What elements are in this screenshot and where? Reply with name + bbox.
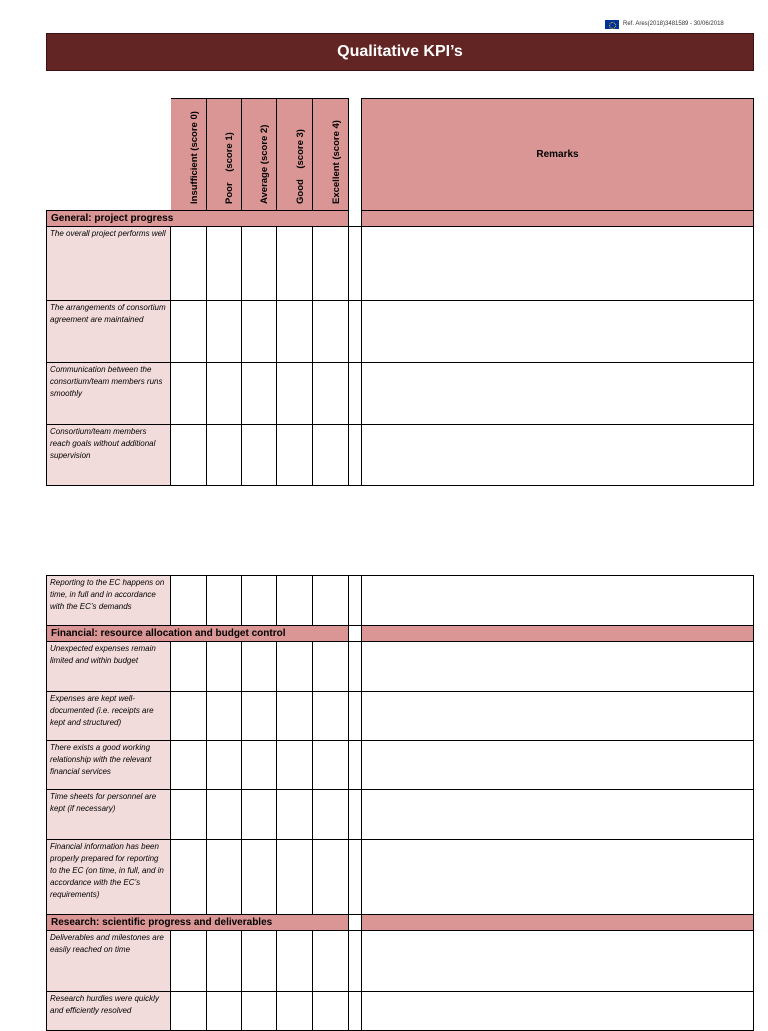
general-row-2-score-4-cell[interactable]	[312, 300, 349, 363]
general-row-4-score-1-cell[interactable]	[206, 424, 242, 486]
financial-row-3-spacer	[348, 740, 362, 790]
general-row-2-criterion: The arrangements of consortium agreement are maintained	[46, 300, 171, 363]
financial-row-2-criterion: Expenses are kept well-documented (i.e. receipts are kept and structured)	[46, 691, 171, 741]
general-row-4-score-2-cell[interactable]	[241, 424, 277, 486]
page-title: Qualitative KPI’s	[337, 43, 463, 60]
financial-row-4-score-1-cell[interactable]	[206, 789, 242, 840]
financial-row-4-criterion: Time sheets for personnel are kept (if necessary)	[46, 789, 171, 840]
financial-row-5-score-1-cell[interactable]	[206, 839, 242, 915]
general-row-4-score-3-cell[interactable]	[276, 424, 313, 486]
general-row-2-score-3-cell[interactable]	[276, 300, 313, 363]
general-row-2-remarks-cell[interactable]	[361, 300, 754, 363]
section-research-title: Research: scientific progress and deliverables	[46, 914, 349, 931]
financial-row-5-score-3-cell[interactable]	[276, 839, 313, 915]
general-row-1-score-1-cell[interactable]	[206, 226, 242, 301]
general-row-3-score-2-cell[interactable]	[241, 362, 277, 425]
financial-row-3-score-1-cell[interactable]	[206, 740, 242, 790]
general-row-1-score-0-cell[interactable]	[170, 226, 207, 301]
research-row-2-score-2-cell[interactable]	[241, 991, 277, 1031]
general-row-3-score-0-cell[interactable]	[170, 362, 207, 425]
reference-stamp	[605, 19, 724, 29]
general-row-2-score-2-cell[interactable]	[241, 300, 277, 363]
research-row-1-score-3-cell[interactable]	[276, 930, 313, 992]
section-general-title: General: project progress	[46, 210, 349, 227]
general-row-3-remarks-cell[interactable]	[361, 362, 754, 425]
general-row-2-score-1-cell[interactable]	[206, 300, 242, 363]
header-score-0: Insufficient (score 0)	[170, 98, 207, 211]
general-row-5-score-0-cell[interactable]	[170, 575, 207, 626]
header-score-4: Excellent (score 4)	[312, 98, 349, 211]
financial-row-3-score-0-cell[interactable]	[170, 740, 207, 790]
general-row-5-score-4-cell[interactable]	[312, 575, 349, 626]
general-row-4-criterion: Consortium/team members reach goals without additional supervision	[46, 424, 171, 486]
financial-row-3-score-3-cell[interactable]	[276, 740, 313, 790]
research-row-2-spacer	[348, 991, 362, 1031]
research-row-1-score-4-cell[interactable]	[312, 930, 349, 992]
financial-row-2-score-2-cell[interactable]	[241, 691, 277, 741]
financial-row-5-remarks-cell[interactable]	[361, 839, 754, 915]
header-score-3: Good (score 3)	[276, 98, 313, 211]
general-row-3-criterion: Communication between the consortium/team members runs smoothly	[46, 362, 171, 425]
research-row-2-score-1-cell[interactable]	[206, 991, 242, 1031]
research-row-1-remarks-cell[interactable]	[361, 930, 754, 992]
financial-row-1-score-4-cell[interactable]	[312, 641, 349, 692]
title-banner	[46, 33, 754, 71]
financial-row-3-criterion: There exists a good working relationship with the relevant financial services	[46, 740, 171, 790]
general-row-4-remarks-cell[interactable]	[361, 424, 754, 486]
research-row-1-criterion: Deliverables and milestones are easily reached on time	[46, 930, 171, 992]
general-row-3-score-1-cell[interactable]	[206, 362, 242, 425]
research-row-2-score-4-cell[interactable]	[312, 991, 349, 1031]
general-row-3-score-3-cell[interactable]	[276, 362, 313, 425]
general-row-1-spacer	[348, 226, 362, 301]
general-row-2-spacer	[348, 300, 362, 363]
section-research-title-remarks	[361, 914, 754, 931]
section-financial-title-remarks	[361, 625, 754, 642]
general-row-4-spacer	[348, 424, 362, 486]
financial-row-1-score-0-cell[interactable]	[170, 641, 207, 692]
research-row-1-spacer	[348, 930, 362, 992]
financial-row-1-criterion: Unexpected expenses remain limited and within budget	[46, 641, 171, 692]
financial-row-4-spacer	[348, 789, 362, 840]
general-row-4-score-4-cell[interactable]	[312, 424, 349, 486]
general-row-5-score-1-cell[interactable]	[206, 575, 242, 626]
general-row-5-criterion: Reporting to the EC happens on time, in full and in accordance with the EC’s demands	[46, 575, 171, 626]
general-row-1-criterion: The overall project performs well	[46, 226, 171, 301]
research-row-1-score-1-cell[interactable]	[206, 930, 242, 992]
research-row-2-remarks-cell[interactable]	[361, 991, 754, 1031]
header-remarks: Remarks	[361, 98, 754, 211]
general-row-1-remarks-cell[interactable]	[361, 226, 754, 301]
research-row-2-score-0-cell[interactable]	[170, 991, 207, 1031]
research-row-1-score-2-cell[interactable]	[241, 930, 277, 992]
header-score-1: Poor (score 1)	[206, 98, 242, 211]
financial-row-3-score-2-cell[interactable]	[241, 740, 277, 790]
financial-row-4-remarks-cell[interactable]	[361, 789, 754, 840]
financial-row-4-score-3-cell[interactable]	[276, 789, 313, 840]
section-financial-title: Financial: resource allocation and budget control	[46, 625, 349, 642]
financial-row-2-score-0-cell[interactable]	[170, 691, 207, 741]
financial-row-4-score-2-cell[interactable]	[241, 789, 277, 840]
financial-row-2-score-4-cell[interactable]	[312, 691, 349, 741]
financial-row-1-score-1-cell[interactable]	[206, 641, 242, 692]
financial-row-1-remarks-cell[interactable]	[361, 641, 754, 692]
financial-row-5-score-2-cell[interactable]	[241, 839, 277, 915]
research-row-1-score-0-cell[interactable]	[170, 930, 207, 992]
header-score-2: Average (score 2)	[241, 98, 277, 211]
section-general-title-remarks	[361, 210, 754, 227]
financial-row-1-score-2-cell[interactable]	[241, 641, 277, 692]
financial-row-2-score-1-cell[interactable]	[206, 691, 242, 741]
general-row-5-remarks-cell[interactable]	[361, 575, 754, 626]
general-row-5-spacer	[348, 575, 362, 626]
general-row-1-score-4-cell[interactable]	[312, 226, 349, 301]
reference-text: Ref. Ares(2018)3481589 - 30/06/2018	[623, 21, 724, 27]
financial-row-2-score-3-cell[interactable]	[276, 691, 313, 741]
general-row-5-score-2-cell[interactable]	[241, 575, 277, 626]
general-row-4-score-0-cell[interactable]	[170, 424, 207, 486]
financial-row-2-remarks-cell[interactable]	[361, 691, 754, 741]
eu-flag-icon	[605, 20, 619, 29]
research-row-2-criterion: Research hurdles were quickly and efficiently resolved	[46, 991, 171, 1031]
financial-row-3-remarks-cell[interactable]	[361, 740, 754, 790]
general-row-3-spacer	[348, 362, 362, 425]
financial-row-4-score-4-cell[interactable]	[312, 789, 349, 840]
financial-row-5-spacer	[348, 839, 362, 915]
general-row-3-score-4-cell[interactable]	[312, 362, 349, 425]
general-row-1-score-2-cell[interactable]	[241, 226, 277, 301]
financial-row-1-score-3-cell[interactable]	[276, 641, 313, 692]
financial-row-2-spacer	[348, 691, 362, 741]
general-row-1-score-3-cell[interactable]	[276, 226, 313, 301]
logo-cell	[46, 98, 171, 211]
general-row-5-score-3-cell[interactable]	[276, 575, 313, 626]
financial-row-5-score-0-cell[interactable]	[170, 839, 207, 915]
financial-row-5-score-4-cell[interactable]	[312, 839, 349, 915]
financial-row-5-criterion: Financial information has been properly prepared for reporting to the EC (on time, in full, and in accordance with the EC’s requirements)	[46, 839, 171, 915]
financial-row-1-spacer	[348, 641, 362, 692]
financial-row-3-score-4-cell[interactable]	[312, 740, 349, 790]
general-row-2-score-0-cell[interactable]	[170, 300, 207, 363]
research-row-2-score-3-cell[interactable]	[276, 991, 313, 1031]
financial-row-4-score-0-cell[interactable]	[170, 789, 207, 840]
